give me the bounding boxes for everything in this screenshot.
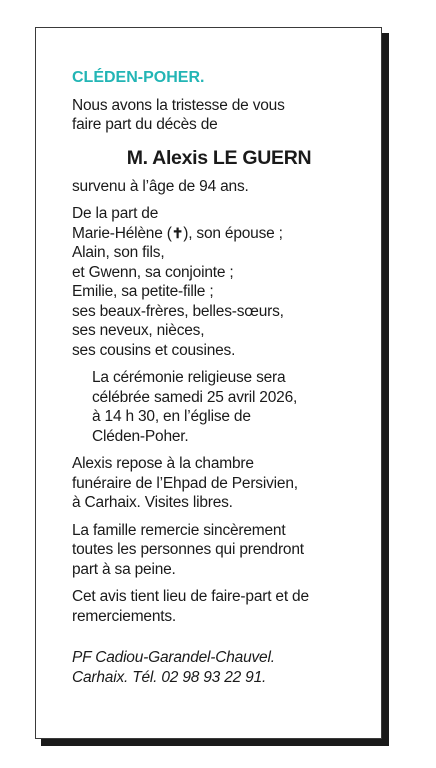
intro-text <box>72 96 342 135</box>
family-from: De la part de <box>72 205 159 222</box>
notice-line: remerciements. <box>72 607 177 625</box>
ceremony-line: à 14 h 30, en l’église de <box>92 408 251 425</box>
town-heading: CLÉDEN-POHER. <box>72 69 205 86</box>
family-line: ses cousins et cousines. <box>72 341 236 359</box>
family-line: Alain, son fils, <box>72 244 165 261</box>
notice-line: Cet avis tient lieu de faire-part et de <box>72 588 309 605</box>
obituary-content <box>72 68 342 695</box>
thanks-text <box>72 521 342 580</box>
thanks-line: part à sa peine. <box>72 560 176 578</box>
thanks-line: toutes les personnes qui prendront <box>72 541 304 558</box>
latin-cross-icon: ✝ <box>171 224 184 241</box>
funeral-home-line: Carhaix. Tél. 02 98 93 22 91. <box>72 668 267 686</box>
ceremony-line: Cléden-Poher. <box>92 427 189 445</box>
family-line: ses beaux-frères, belles-sœurs, <box>72 302 284 320</box>
family-list <box>72 204 342 360</box>
rest-line: à Carhaix. Visites libres. <box>72 494 233 511</box>
thanks-line: La famille remercie sincèrement <box>72 521 286 539</box>
rest-line: Alexis repose à la chambre <box>72 455 254 472</box>
intro-line: faire part du décès de <box>72 116 218 133</box>
funeral-home-line: PF Cadiou-Garandel-Chauvel. <box>72 649 275 666</box>
obituary-card <box>35 27 382 739</box>
rest-text <box>72 454 342 513</box>
family-line: et Gwenn, sa conjointe ; <box>72 263 234 281</box>
ceremony-line: La cérémonie religieuse sera <box>92 369 286 386</box>
ceremony-text <box>72 368 342 446</box>
family-line: ses neveux, nièces, <box>72 322 205 339</box>
rest-line: funéraire de l’Ehpad de Persivien, <box>72 474 298 492</box>
age-line: survenu à l’âge de 94 ans. <box>72 177 249 195</box>
intro-line: Nous avons la tristesse de vous <box>72 96 285 114</box>
family-wife: Marie-Hélène (✝), son épouse ; <box>72 224 283 242</box>
funeral-home <box>72 648 342 687</box>
ceremony-line: célébrée samedi 25 avril 2026, <box>92 388 298 406</box>
notice-text <box>72 587 342 626</box>
family-line: Emilie, sa petite-fille ; <box>72 283 214 300</box>
deceased-name: M. Alexis LE GUERN <box>126 146 312 169</box>
